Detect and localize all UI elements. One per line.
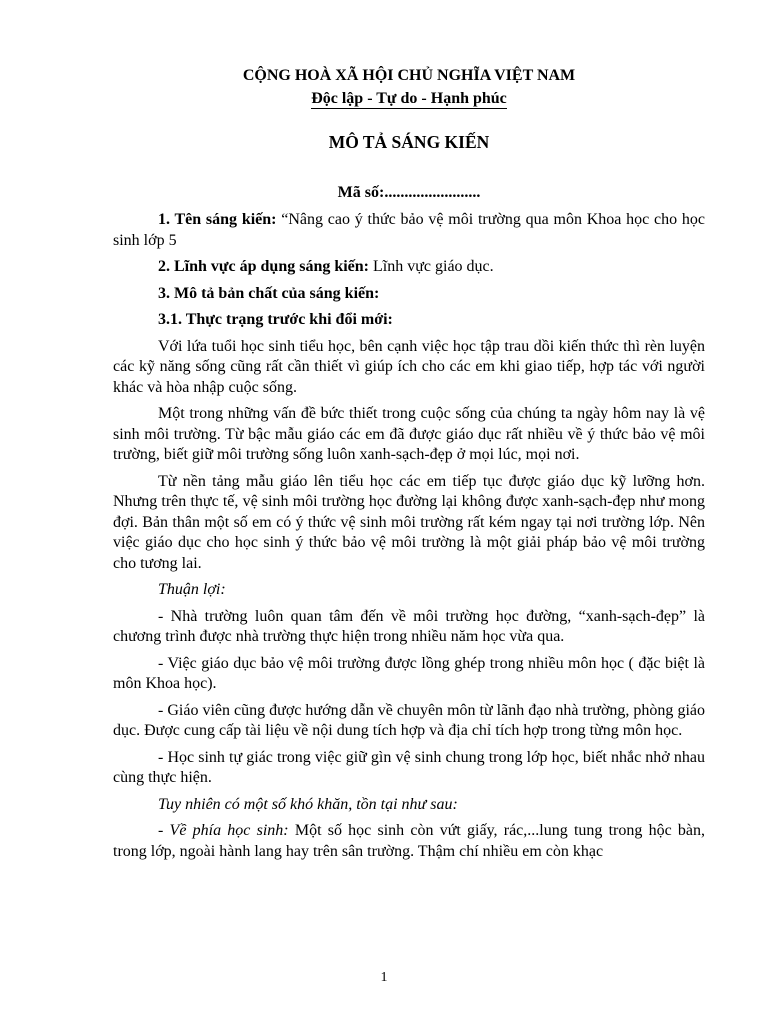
document-title: MÔ TẢ SÁNG KIẾN (328, 132, 490, 152)
section-2-label: 2. Lĩnh vực áp dụng sáng kiến: (158, 258, 370, 275)
advantages-label: Thuận lợi: (158, 581, 226, 598)
motto (113, 88, 705, 110)
advantage-item-2: - Việc giáo dục bảo vệ môi trường được lồng ghép trong nhiều môn học ( đặc biệt là môn Khoa học). (113, 654, 705, 692)
nation-heading: CỘNG HOÀ XÃ HỘI CHỦ NGHĨA VIỆT NAM (242, 67, 576, 84)
paragraph-1: Với lứa tuổi học sinh tiểu học, bên cạnh việc học tập trau dồi kiến thức thì rèn luyện các kỹ năng sống cũng rất cần thiết vì giúp ích cho các em khi giao tiếp, hợp tác với người khác và hòa nhập cuộc sống. (113, 337, 705, 396)
section-1-text: “Nâng cao ý thức bảo vệ môi trường qua môn Khoa học cho học sinh lớp 5 (113, 211, 705, 249)
section-3-1-heading: 3.1. Thực trạng trước khi đổi mới: (158, 311, 393, 328)
motto-text: Độc lập - Tự do - Hạnh phúc (311, 90, 507, 107)
paragraph-3: Từ nền tảng mẫu giáo lên tiểu học các em tiếp tục được giáo dục kỹ lưỡng hơn. Nhưng trên thực tế, vệ sinh môi trường học đường lại không được xanh-sạch-đẹp như mong đợi. Bản thân một số em có ý thức vệ sinh môi trường rất kém ngay tại nơi trường lớp. Nên việc giáo dục cho học sinh ý thức bảo vệ môi trường là một giải pháp bảo vệ môi trường cho tương lai. (113, 472, 705, 572)
page-number: 1 (380, 970, 388, 985)
section-3-heading: 3. Mô tả bản chất của sáng kiến: (158, 284, 380, 302)
advantage-item-1: - Nhà trường luôn quan tâm đến về môi trường học đường, “xanh-sạch-đẹp” là chương trình được nhà trường thực hiện trong nhiều năm học vừa qua. (113, 607, 705, 645)
section-2-text: Lĩnh vực giáo dục. (369, 258, 494, 275)
code-label: Mã số:........................ (337, 184, 481, 201)
advantage-item-4: - Học sinh tự giác trong việc giữ gìn vệ sinh chung trong lớp học, biết nhắc nhở nhau cùng thực hiện. (113, 748, 705, 786)
difficulty-item-1-text: Một số học sinh còn vứt giấy, rác,...lung tung trong hộc bàn, trong lớp, ngoài hành lang hay trên sân trường. Thậm chí nhiều em còn khạc (113, 822, 706, 860)
page-content (113, 64, 705, 862)
section-2 (113, 257, 705, 278)
section-1 (113, 210, 705, 251)
difficulties-label: Tuy nhiên có một số khó khăn, tồn tại như sau: (158, 795, 458, 813)
section-1-label: 1. Tên sáng kiến: (158, 211, 277, 228)
difficulty-item-1 (113, 821, 705, 862)
paragraph-2: Một trong những vấn đề bức thiết trong cuộc sống của chúng ta ngày hôm nay là vệ sinh môi trường. Từ bậc mẫu giáo các em đã được giáo dục rất nhiều về ý thức bảo vệ môi trường, biết giữ môi trường sống luôn xanh-sạch-đẹp ở mọi lúc, mọi nơi. (113, 405, 705, 463)
difficulty-item-1-label: - Về phía học sinh: (158, 822, 289, 839)
advantage-item-3: - Giáo viên cũng được hướng dẫn về chuyên môn từ lãnh đạo nhà trường, phòng giáo dục. Được cung cấp tài liệu về nội dung tích hợp và địa chỉ tích hợp trong từng môn học. (113, 701, 705, 739)
